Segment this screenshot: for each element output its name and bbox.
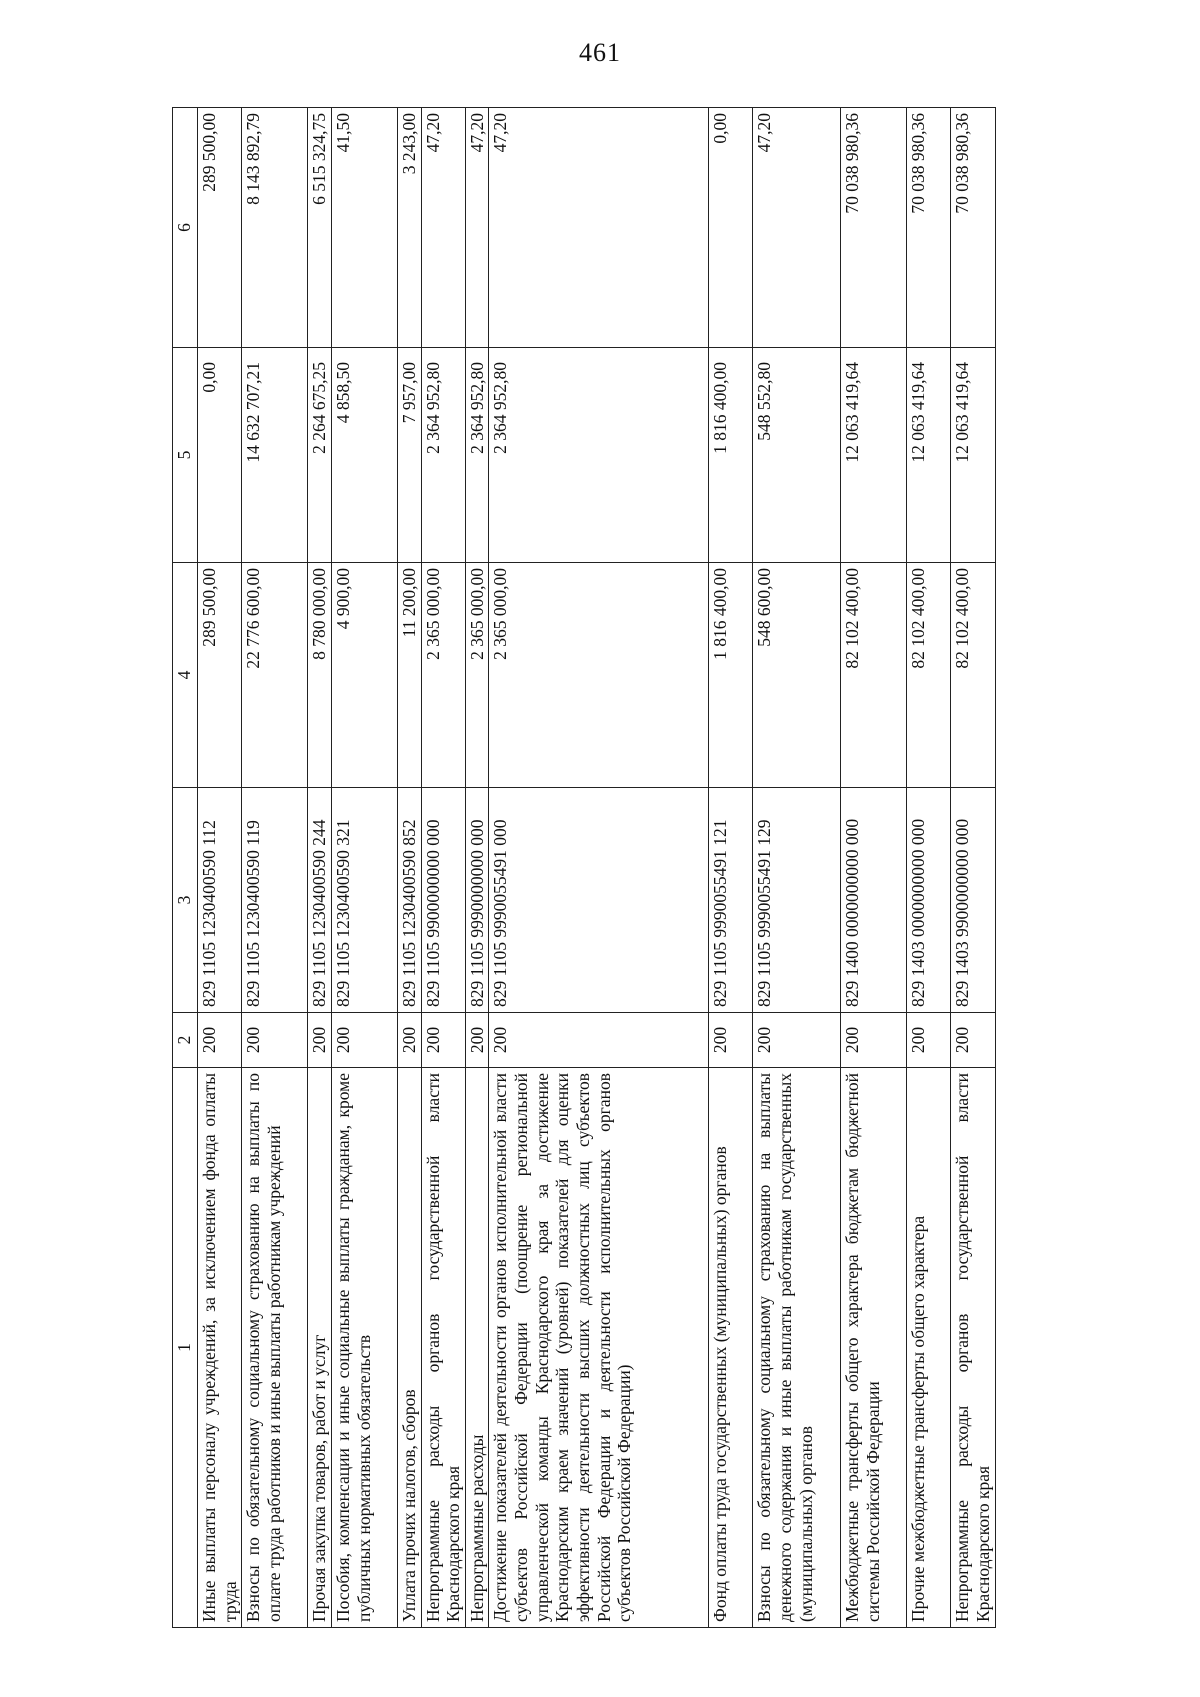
row-executed: 12 063 419,64: [907, 348, 951, 563]
row-name: Фонд оплаты труда государственных (муниципальных) органов: [709, 1068, 753, 1628]
row-classification: 829 1403 9900000000 000: [951, 788, 995, 1013]
row-plan: 82 102 400,00: [951, 563, 995, 788]
row-code: 200: [753, 1013, 841, 1068]
row-plan: 289 500,00: [198, 563, 242, 788]
table-row: [308, 108, 332, 1628]
row-remainder: 3 243,00: [397, 108, 421, 348]
row-name: Непрограммные расходы органов государственной власти Краснодарского края: [951, 1068, 995, 1628]
row-plan: 22 776 600,00: [242, 563, 308, 788]
row-name: Непрограммные расходы органов государственной власти Краснодарского края: [421, 1068, 465, 1628]
row-classification: 829 1105 1230400590 321: [331, 788, 397, 1013]
row-classification: 829 1105 1230400590 852: [397, 788, 421, 1013]
row-code: 200: [489, 1013, 709, 1068]
column-header: 6: [173, 108, 198, 348]
row-executed: 2 364 952,80: [465, 348, 489, 563]
table-row: [709, 108, 753, 1628]
row-remainder: 47,20: [421, 108, 465, 348]
row-name: Взносы по обязательному социальному страхованию на выплаты денежного содержания и иные выплаты работникам государственных (муниципальных) органов: [753, 1068, 841, 1628]
row-plan: 2 365 000,00: [421, 563, 465, 788]
row-executed: 2 364 952,80: [421, 348, 465, 563]
row-code: 200: [951, 1013, 995, 1068]
row-code: 200: [308, 1013, 332, 1068]
row-classification: 829 1105 1230400590 244: [308, 788, 332, 1013]
row-remainder: 47,20: [489, 108, 709, 348]
row-executed: 12 063 419,64: [841, 348, 907, 563]
column-header: 3: [173, 788, 198, 1013]
row-plan: 82 102 400,00: [907, 563, 951, 788]
row-name: Прочие межбюджетные трансферты общего характера: [907, 1068, 951, 1628]
row-executed: 2 264 675,25: [308, 348, 332, 563]
table-row: [331, 108, 397, 1628]
row-classification: 829 1105 9990055491 121: [709, 788, 753, 1013]
row-classification: 829 1105 9990000000 000: [465, 788, 489, 1013]
row-plan: 1 816 400,00: [709, 563, 753, 788]
row-executed: 0,00: [198, 348, 242, 563]
table-header-row: [173, 108, 198, 1628]
row-plan: 2 365 000,00: [465, 563, 489, 788]
row-code: 200: [709, 1013, 753, 1068]
row-code: 200: [397, 1013, 421, 1068]
table-container: [172, 108, 1052, 1628]
row-executed: 548 552,80: [753, 348, 841, 563]
row-name: Достижение показателей деятельности органов исполнительной власти субъектов Российской Федерации (поощрение региональной управленческой команды Краснодарского края за достижение Краснодарским краем значений (уровней) показателей для оценки эффективности деятельности высших должностных лиц субъектов Российской Федерации и деятельности исполнительных органов субъектов Российской Федерации): [489, 1068, 709, 1628]
row-remainder: 70 038 980,36: [841, 108, 907, 348]
budget-table: [172, 107, 996, 1628]
row-executed: 2 364 952,80: [489, 348, 709, 563]
row-plan: 4 900,00: [331, 563, 397, 788]
row-code: 200: [242, 1013, 308, 1068]
column-header: 2: [173, 1013, 198, 1068]
table-row: [198, 108, 242, 1628]
row-executed: 1 816 400,00: [709, 348, 753, 563]
row-classification: 829 1400 0000000000 000: [841, 788, 907, 1013]
table-row: [753, 108, 841, 1628]
row-executed: 4 858,50: [331, 348, 397, 563]
row-remainder: 47,20: [753, 108, 841, 348]
table-row: [951, 108, 995, 1628]
row-name: Межбюджетные трансферты общего характера бюджетам бюджетной системы Российской Федерации: [841, 1068, 907, 1628]
row-code: 200: [198, 1013, 242, 1068]
row-name: Уплата прочих налогов, сборов: [397, 1068, 421, 1628]
row-classification: 829 1105 1230400590 112: [198, 788, 242, 1013]
table-row: [421, 108, 465, 1628]
row-remainder: 70 038 980,36: [951, 108, 995, 348]
row-remainder: 41,50: [331, 108, 397, 348]
row-classification: 829 1105 9990055491 129: [753, 788, 841, 1013]
row-executed: 12 063 419,64: [951, 348, 995, 563]
row-classification: 829 1105 9900000000 000: [421, 788, 465, 1013]
row-remainder: 6 515 324,75: [308, 108, 332, 348]
table-row: [242, 108, 308, 1628]
table-row: [397, 108, 421, 1628]
column-header: 1: [173, 1068, 198, 1628]
row-classification: 829 1105 9990055491 000: [489, 788, 709, 1013]
row-plan: 82 102 400,00: [841, 563, 907, 788]
row-remainder: 0,00: [709, 108, 753, 348]
row-remainder: 70 038 980,36: [907, 108, 951, 348]
column-header: 4: [173, 563, 198, 788]
table-row: [465, 108, 489, 1628]
table-row: [489, 108, 709, 1628]
row-executed: 7 957,00: [397, 348, 421, 563]
row-name: Взносы по обязательному социальному страхованию на выплаты по оплате труда работников и иные выплаты работникам учреждений: [242, 1068, 308, 1628]
row-remainder: 8 143 892,79: [242, 108, 308, 348]
row-plan: 548 600,00: [753, 563, 841, 788]
row-name: Прочая закупка товаров, работ и услуг: [308, 1068, 332, 1628]
row-code: 200: [421, 1013, 465, 1068]
page-number: 461: [579, 38, 621, 67]
row-classification: 829 1105 1230400590 119: [242, 788, 308, 1013]
table-row: [841, 108, 907, 1628]
row-executed: 14 632 707,21: [242, 348, 308, 563]
row-name: Непрограммные расходы: [465, 1068, 489, 1628]
row-code: 200: [907, 1013, 951, 1068]
row-code: 200: [465, 1013, 489, 1068]
row-plan: 8 780 000,00: [308, 563, 332, 788]
row-name: Иные выплаты персоналу учреждений, за исключением фонда оплаты труда: [198, 1068, 242, 1628]
row-plan: 11 200,00: [397, 563, 421, 788]
row-code: 200: [841, 1013, 907, 1068]
row-plan: 2 365 000,00: [489, 563, 709, 788]
row-name: Пособия, компенсации и иные социальные выплаты гражданам, кроме публичных нормативных обязательств: [331, 1068, 397, 1628]
row-remainder: 47,20: [465, 108, 489, 348]
table-row: [907, 108, 951, 1628]
row-code: 200: [331, 1013, 397, 1068]
rotated-table-frame: [172, 108, 1052, 1628]
column-header: 5: [173, 348, 198, 563]
row-classification: 829 1403 0000000000 000: [907, 788, 951, 1013]
row-remainder: 289 500,00: [198, 108, 242, 348]
